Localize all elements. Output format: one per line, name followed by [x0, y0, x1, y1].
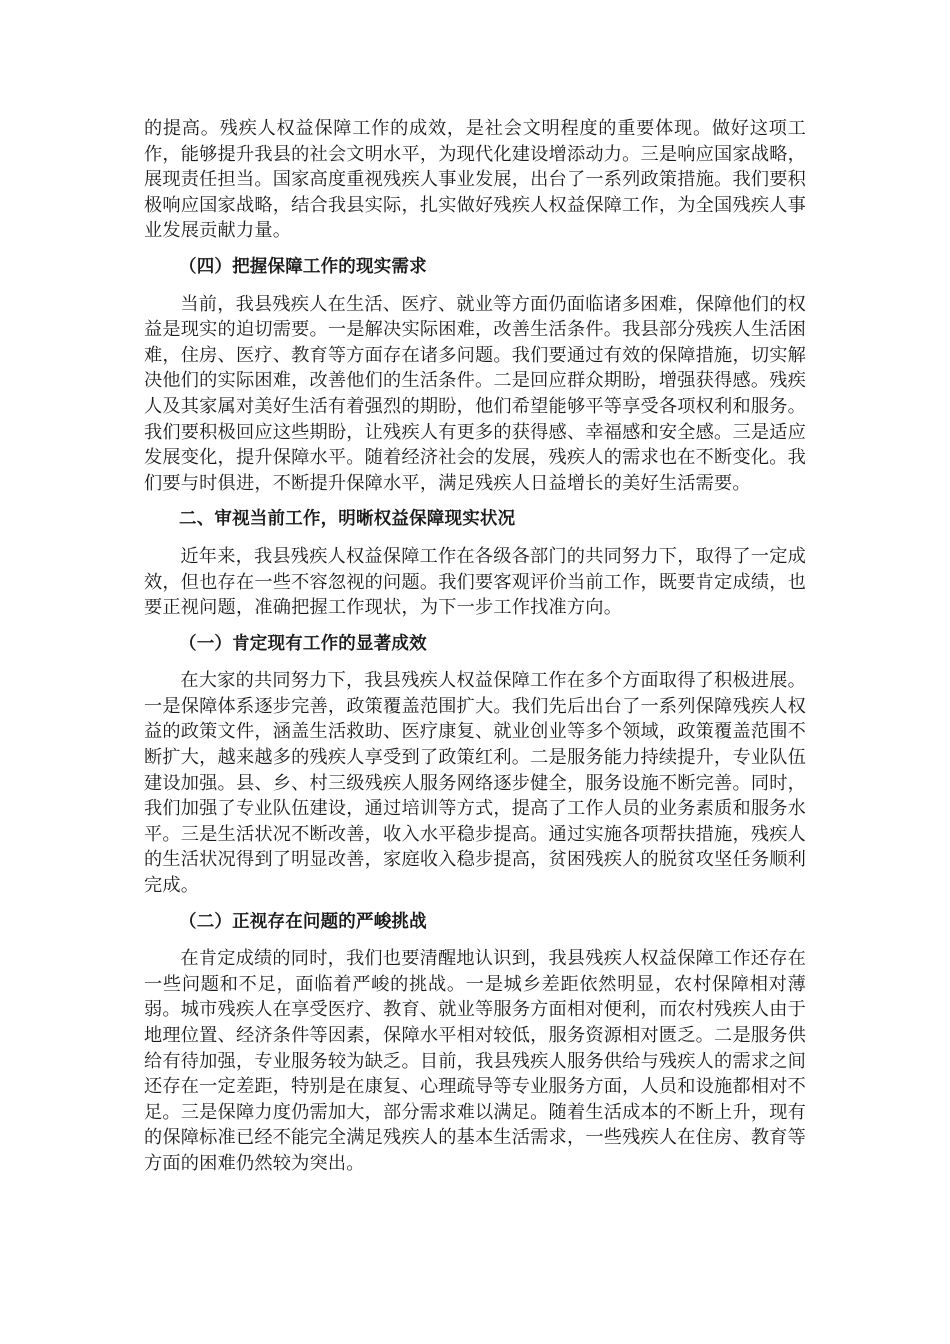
chapter-heading-2: 二、审视当前工作，明晰权益保障现实状况: [179, 509, 516, 530]
section-heading-4: （四）把握保障工作的现实需求: [179, 256, 427, 277]
document-page: [144, 116, 806, 1177]
paragraph-continuation: 的提高。残疾人权益保障工作的成效，是社会文明程度的重要体现。做好这项工作，能够提升我县的社会文明水平，为现代化建设增添动力。三是响应国家战略，展现责任担当。国家高度重视残疾人事业发展，出台了一系列政策措施。我们要积极响应国家战略，结合我县实际，扎实做好残疾人权益保障工作，为全国残疾人事业发展贡献力量。: [144, 118, 806, 242]
section-heading-challenges: （二）正视存在问题的严峻挑战: [179, 911, 427, 932]
paragraph-achievements: 在大家的共同努力下，我县残疾人权益保障工作在多个方面取得了积极进展。一是保障体系逐步完善，政策覆盖范围扩大。我们先后出台了一系列保障残疾人权益的政策文件，涵盖生活救助、医疗康复、就业创业等多个领域，政策覆盖范围不断扩大，越来越多的残疾人享受到了政策红利。二是服务能力持续提升，专业队伍建设加强。县、乡、村三级残疾人服务网络逐步健全，服务设施不断完善。同时，我们加强了专业队伍建设，通过培训等方式，提高了工作人员的业务素质和服务水平。三是生活状况不断改善，收入水平稳步提高。通过实施各项帮扶措施，残疾人的生活状况得到了明显改善，家庭收入稳步提高，贫困残疾人的脱贫攻坚任务顺利完成。: [144, 670, 806, 897]
paragraph-challenges: 在肯定成绩的同时，我们也要清醒地认识到，我县残疾人权益保障工作还存在一些问题和不足，面临着严峻的挑战。一是城乡差距依然明显，农村保障相对薄弱。城市残疾人在享受医疗、教育、就业等服务方面相对便利，而农村残疾人由于地理位置、经济条件等因素，保障水平相对较低，服务资源相对匮乏。二是服务供给有待加强，专业服务较为缺乏。目前，我县残疾人服务供给与残疾人的需求之间还存在一定差距，特别是在康复、心理疏导等专业服务方面，人员和设施都相对不足。三是保障力度仍需加大，部分需求难以满足。随着生活成本的不断上升，现有的保障标准已经不能完全满足残疾人的基本生活需求，一些残疾人在住房、教育等方面的困难仍然较为突出。: [144, 948, 806, 1174]
paragraph-current-work: 近年来，我县残疾人权益保障工作在各级各部门的共同努力下，取得了一定成效，但也存在一些不容忽视的问题。我们要客观评价当前工作，既要肯定成绩，也要正视问题，准确把握工作现状，为下一步工作找准方向。: [144, 545, 806, 619]
section-heading-achievements: （一）肯定现有工作的显著成效: [179, 633, 427, 654]
paragraph-realistic-needs: 当前，我县残疾人在生活、医疗、就业等方面仍面临诸多困难，保障他们的权益是现实的迫切需要。一是解决实际困难，改善生活条件。我县部分残疾人生活困难，住房、医疗、教育等方面存在诸多问题。我们要通过有效的保障措施，切实解决他们的实际困难，改善他们的生活条件。二是回应群众期盼，增强获得感。残疾人及其家属对美好生活有着强烈的期盼，他们希望能够平等享受各项权利和服务。我们要积极回应这些期盼，让残疾人有更多的获得感、幸福感和安全感。三是适应发展变化，提升保障水平。随着经济社会的发展，残疾人的需求也在不断变化。我们要与时俱进，不断提升保障水平，满足残疾人日益增长的美好生活需要。: [144, 293, 806, 494]
